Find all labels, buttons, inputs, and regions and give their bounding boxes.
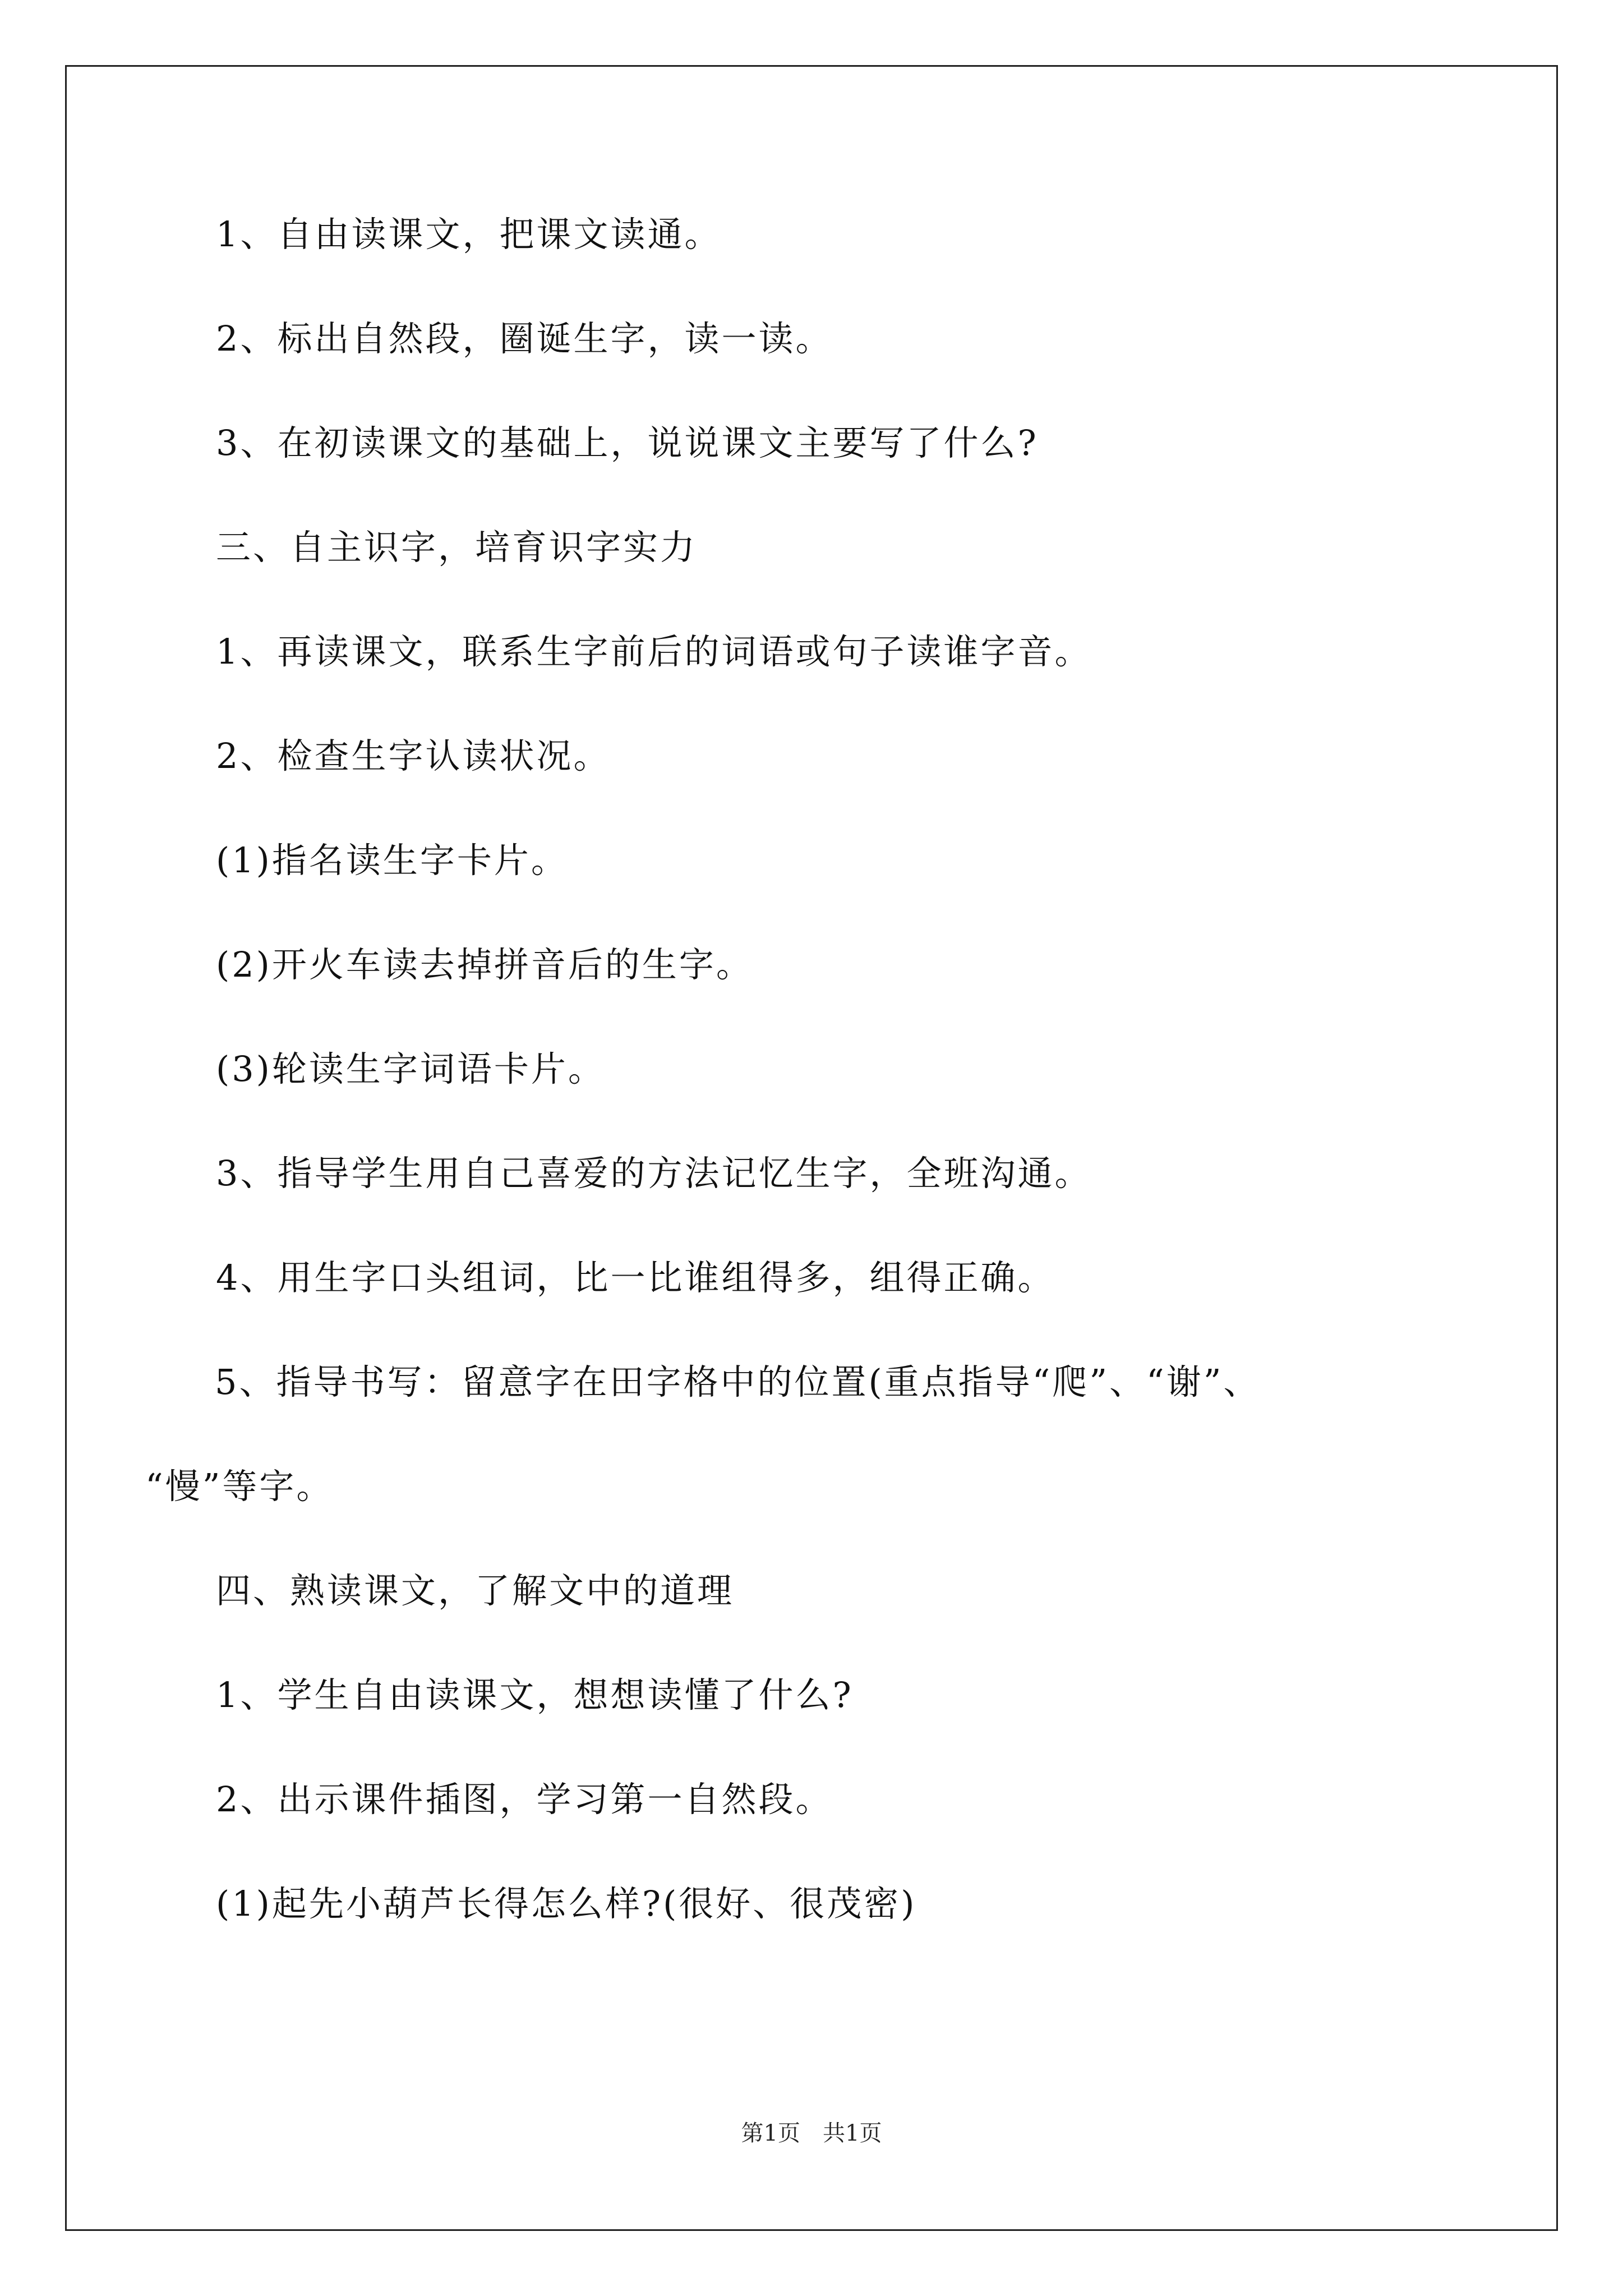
document-body (145, 213, 1500, 1987)
paragraph: 1、学生自由读课文，想想读懂了什么? (216, 1674, 854, 1715)
paragraph: (2)开火车读去掉拼音后的生字。 (216, 944, 753, 985)
paragraph: 3、指导学生用自己喜爱的方法记忆生字，全班沟通。 (216, 1153, 1092, 1194)
paragraph: (1)指名读生字卡片。 (216, 840, 568, 881)
paragraph: 2、检查生字认读状况。 (216, 735, 611, 776)
paragraph: 1、自由读课文，把课文读通。 (216, 214, 722, 255)
paragraph-line: 5、指导书写：留意字在田字格中的位置(重点指导“爬”、“谢”、 (215, 1361, 1261, 1402)
paragraph: (1)起先小葫芦长得怎么样?(很好、很茂密) (216, 1883, 917, 1924)
section-heading: 四、熟读课文，了解文中的道理 (216, 1570, 735, 1611)
wrapped-paragraph (145, 1361, 1499, 1507)
paragraph: 1、再读课文，联系生字前后的词语或句子读谁字音。 (216, 631, 1092, 672)
page-footer: 第1页 共1页 (741, 2120, 882, 2146)
paragraph: 2、出示课件插图，学习第一自然段。 (216, 1779, 833, 1820)
paragraph: 3、在初读课文的基础上，说说课文主要写了什么? (216, 422, 1039, 463)
paragraph-line-continued: “慢”等字。 (145, 1466, 334, 1507)
section-heading: 三、自主识字，培育识字实力 (216, 527, 698, 568)
paragraph: 2、标出自然段，圈诞生字，读一读。 (216, 318, 833, 359)
paragraph: (3)轮读生字词语卡片。 (216, 1048, 605, 1089)
paragraph: 4、用生字口头组词，比一比谁组得多，组得正确。 (216, 1257, 1055, 1298)
